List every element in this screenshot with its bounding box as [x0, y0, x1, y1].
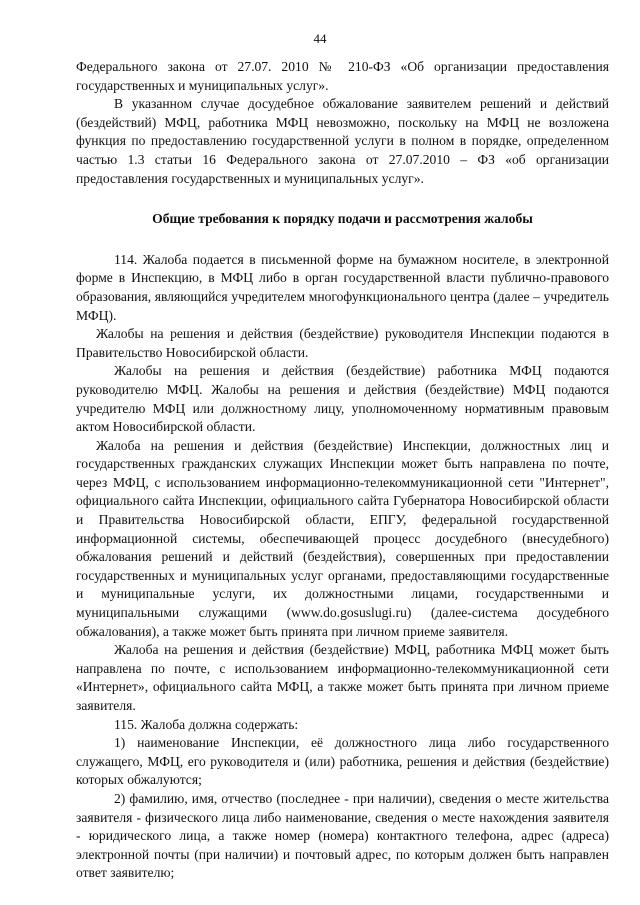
paragraph-complaint-mfc-worker: Жалобы на решения и действия (бездействие) работника МФЦ подаются руководителю МФЦ. Жалобы на решения и действия (бездействие) МФЦ подаются учредителю МФЦ или должностному лицу, уполномоченному нормативным правовым актом Новосибирской области. [76, 363, 609, 435]
paragraph-complaint-head: Жалобы на решения и действия (бездействие) руководителя Инспекции подаются в Правительство Новосибирской области. [76, 326, 609, 360]
list-item-2: 2) фамилию, имя, отчество (последнее - при наличии), сведения о месте жительства заявителя - физического лица либо наименование, сведения о месте нахождения заявителя - юридического лица, а также номер (номера) контактного телефона, адрес (адреса) электронной почты (при наличии) и почтовый адрес, по которым должен быть направлен ответ заявителю; [76, 790, 609, 881]
page-number: 44 [313, 31, 327, 46]
paragraph-complaint-mfc: Жалоба на решения и действия (бездействие) МФЦ, работника МФЦ может быть направлена по почте, с использованием информационно-телекоммуникационной сети «Интернет», официального сайта МФЦ, а также может быть принята при личном приеме заявителя. [76, 642, 609, 713]
list-item-1: 1) наименование Инспекции, её должностного лица либо государственного служащего, МФЦ, его руководителя и (или) работника, решения и действия (бездействие) которых обжалуются; [76, 735, 609, 788]
paragraph-appeal-impossible: В указанном случае досудебное обжалование заявителем решений и действий (бездействий) МФЦ, работника МФЦ невозможно, поскольку на МФЦ не возложена функция по предоставлению государственной услуги в полном в порядке, определенном частью 1.3 статьи 16 Федерального закона от 27.07.2010 – ФЗ «об организации предоставления государственных и муниципальных услуг». [76, 96, 609, 186]
paragraph-complaint-channels: Жалоба на решения и действия (бездействие) Инспекции, должностных лиц и государственных гражданских служащих Инспекции может быть направлена по почте, через МФЦ, с использованием информационно-телекоммуникационной сети "Интернет", официального сайта Инспекции, официального сайта Губернатора Новосибирской области и Правительства Новосибирской области, ЕПГУ, федеральной государственной информационной системы, обеспечивающей процесс досудебного (внесудебного) обжалования решений и действий (бездействия), совершенных при предоставлении государственных и муниципальных услуг органами, предоставляющими государственные и муниципальные услуги, их должностными лицами, государственными и муниципальными служащими (www.do.gosuslugi.ru) (далее-система досудебного обжалования), а также может быть принята при личном приеме заявителя. [76, 437, 609, 639]
paragraph-115: 115. Жалоба должна содержать: [114, 716, 299, 732]
section-heading: Общие требования к порядку подачи и рассмотрения жалобы [152, 211, 533, 227]
paragraph-114: 114. Жалоба подается в письменной форме на бумажном носителе, в электронной форме в Инспекцию, в МФЦ либо в орган государственной власти публично-правового образования, являющийся учредителем многофункционального центра (далее – учредитель МФЦ). [76, 251, 609, 323]
document-body [76, 58, 609, 883]
paragraph-law-reference: Федерального закона от 27.07. 2010 № 210-ФЗ «Об организации предоставления государственных и муниципальных услуг». [76, 59, 609, 93]
